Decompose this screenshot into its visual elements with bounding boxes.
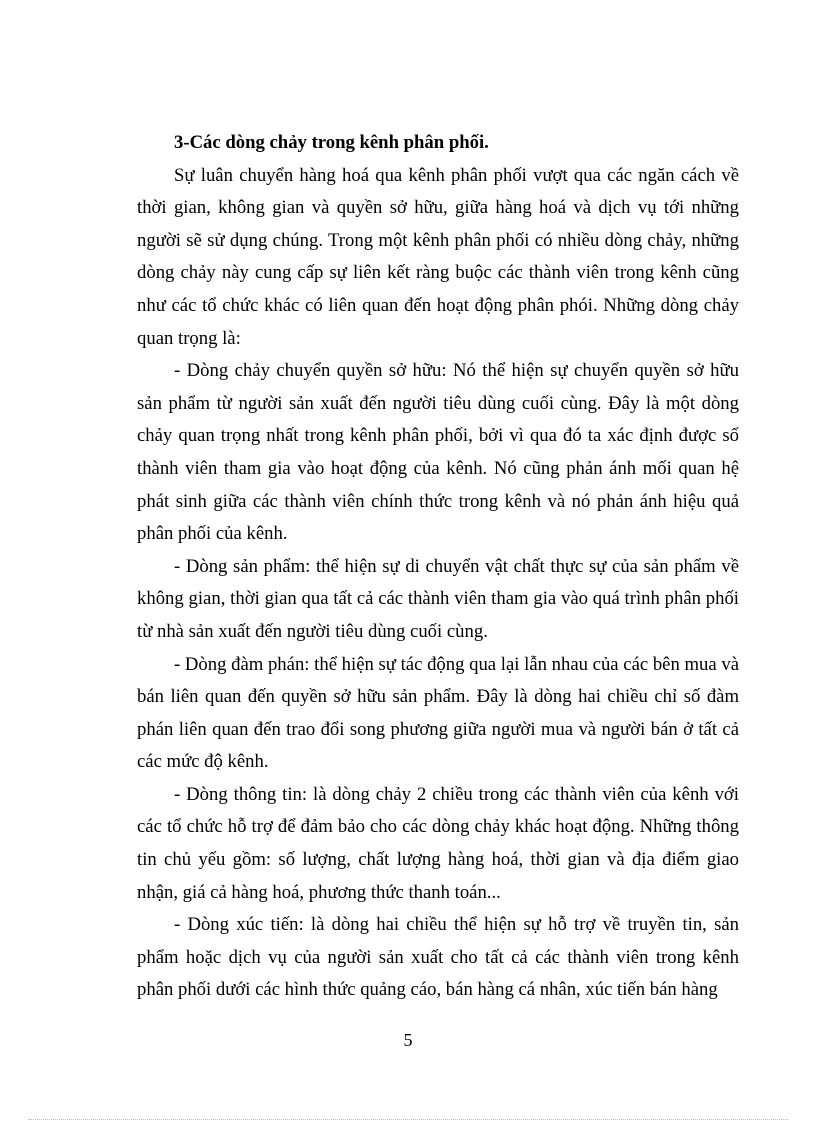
ownership-flow-paragraph: - Dòng chảy chuyển quyền sở hữu: Nó thể hiện sự chuyển quyền sở hữu sản phẩm từ người sản xuất đến người tiêu dùng cuối cùng. Đây là một dòng chảy quan trọng nhất trong kênh phân phối, bởi vì qua đó ta xác định được số thành viên tham gia vào hoạt động của kênh. Nó cũng phản ánh mối quan hệ phát sinh giữa các thành viên chính thức trong kênh và nó phản ánh hiệu quả phân phối của kênh. bbox=[137, 360, 739, 545]
intro-paragraph: Sự luân chuyển hàng hoá qua kênh phân phối vượt qua các ngăn cách về thời gian, không gian và quyền sở hữu, giữa hàng hoá và dịch vụ tới những người sẽ sử dụng chúng. Trong một kênh phân phối có nhiều dòng chảy, những dòng chảy này cung cấp sự liên kết ràng buộc các thành viên trong kênh cũng như các tổ chức khác có liên quan đến hoạt động phân phói. Những dòng chảy quan trọng là: bbox=[137, 164, 739, 349]
page-body bbox=[137, 127, 739, 1007]
section-heading: 3-Các dòng chảy trong kênh phân phối. bbox=[174, 132, 489, 153]
information-flow-paragraph: - Dòng thông tin: là dòng chảy 2 chiều trong các thành viên của kênh với các tổ chức hỗ trợ để đảm bảo cho các dòng chảy khác hoạt động. Những thông tin chủ yếu gồm: số lượng, chất lượng hàng hoá, thời gian và địa điểm giao nhận, giá cả hàng hoá, phương thức thanh toán... bbox=[137, 783, 739, 903]
promotion-flow-paragraph: - Dòng xúc tiến: là dòng hai chiều thể hiện sự hỗ trợ về truyền tin, sản phẩm hoặc dịch vụ của người sản xuất cho tất cả các thành viên trong kênh phân phối dưới các hình thức quảng cáo, bán hàng cá nhân, xúc tiến bán hàng bbox=[137, 914, 739, 1001]
negotiation-flow-paragraph: - Dòng đàm phán: thể hiện sự tác động qua lại lẫn nhau của các bên mua và bán liên quan đến quyền sở hữu sản phẩm. Đây là dòng hai chiều chỉ số đàm phán liên quan đến trao đổi song phương giữa người mua và người bán ở tất cả các mức độ kênh. bbox=[137, 653, 739, 773]
page-number: 5 bbox=[403, 1030, 413, 1050]
page-bottom-divider bbox=[28, 1119, 788, 1120]
product-flow-paragraph: - Dòng sản phẩm: thể hiện sự di chuyển vật chất thực sự của sản phẩm về không gian, thời gian qua tất cả các thành viên tham gia vào quá trình phân phối từ nhà sản xuất đến người tiêu dùng cuối cùng. bbox=[137, 555, 739, 642]
